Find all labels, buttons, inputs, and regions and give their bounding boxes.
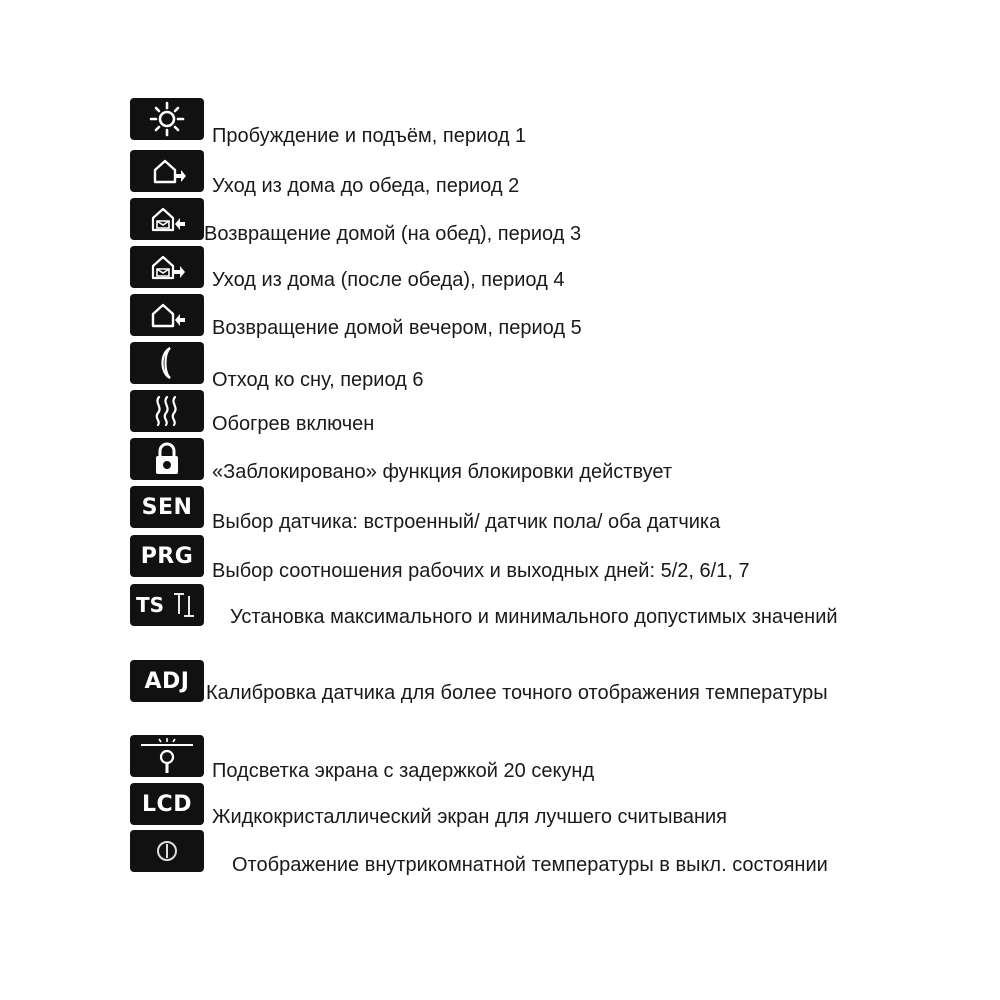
sen-badge: SEN [130, 486, 204, 528]
legend-text: Отображение внутрикомнатной температуры в выкл. состоянии [232, 854, 828, 876]
house-leave-icon [130, 150, 204, 192]
legend-text: Калибровка датчика для более точного отображения температуры [206, 682, 828, 704]
ts-label: TS [136, 593, 165, 617]
legend-text: Установка максимального и минимального допустимых значений [230, 606, 838, 628]
legend-text: Подсветка экрана с задержкой 20 секунд [212, 760, 595, 782]
lcd-badge: LCD [130, 783, 204, 825]
backlight-icon [130, 735, 204, 777]
house-return-lunch-icon [130, 198, 204, 240]
legend-text: Выбор соотношения рабочих и выходных дней: 5/2, 6/1, 7 [212, 560, 750, 582]
legend-text: Отход ко сну, период 6 [212, 369, 424, 391]
house-return-icon [130, 294, 204, 336]
legend-text: Возвращение домой (на обед), период 3 [204, 223, 582, 245]
legend-text: Обогрев включен [212, 413, 375, 435]
adj-badge: ADJ [130, 660, 204, 702]
lock-icon [130, 438, 204, 480]
house-leave-lunch-icon [130, 246, 204, 288]
legend-text: Жидкокристаллический экран для лучшего считывания [212, 806, 728, 828]
sun-icon [130, 98, 204, 140]
moon-icon [130, 342, 204, 384]
legend-text: Уход из дома (после обеда), период 4 [212, 269, 565, 291]
heat-waves-icon [130, 390, 204, 432]
legend-text: Пробуждение и подъём, период 1 [212, 125, 527, 147]
legend-text: Возвращение домой вечером, период 5 [212, 317, 582, 339]
legend-text: Уход из дома до обеда, период 2 [212, 175, 520, 197]
legend-text: «Заблокировано» функция блокировки действует [212, 461, 673, 483]
legend-text: Выбор датчика: встроенный/ датчик пола/ оба датчика [212, 511, 721, 533]
prg-badge: PRG [130, 535, 204, 577]
